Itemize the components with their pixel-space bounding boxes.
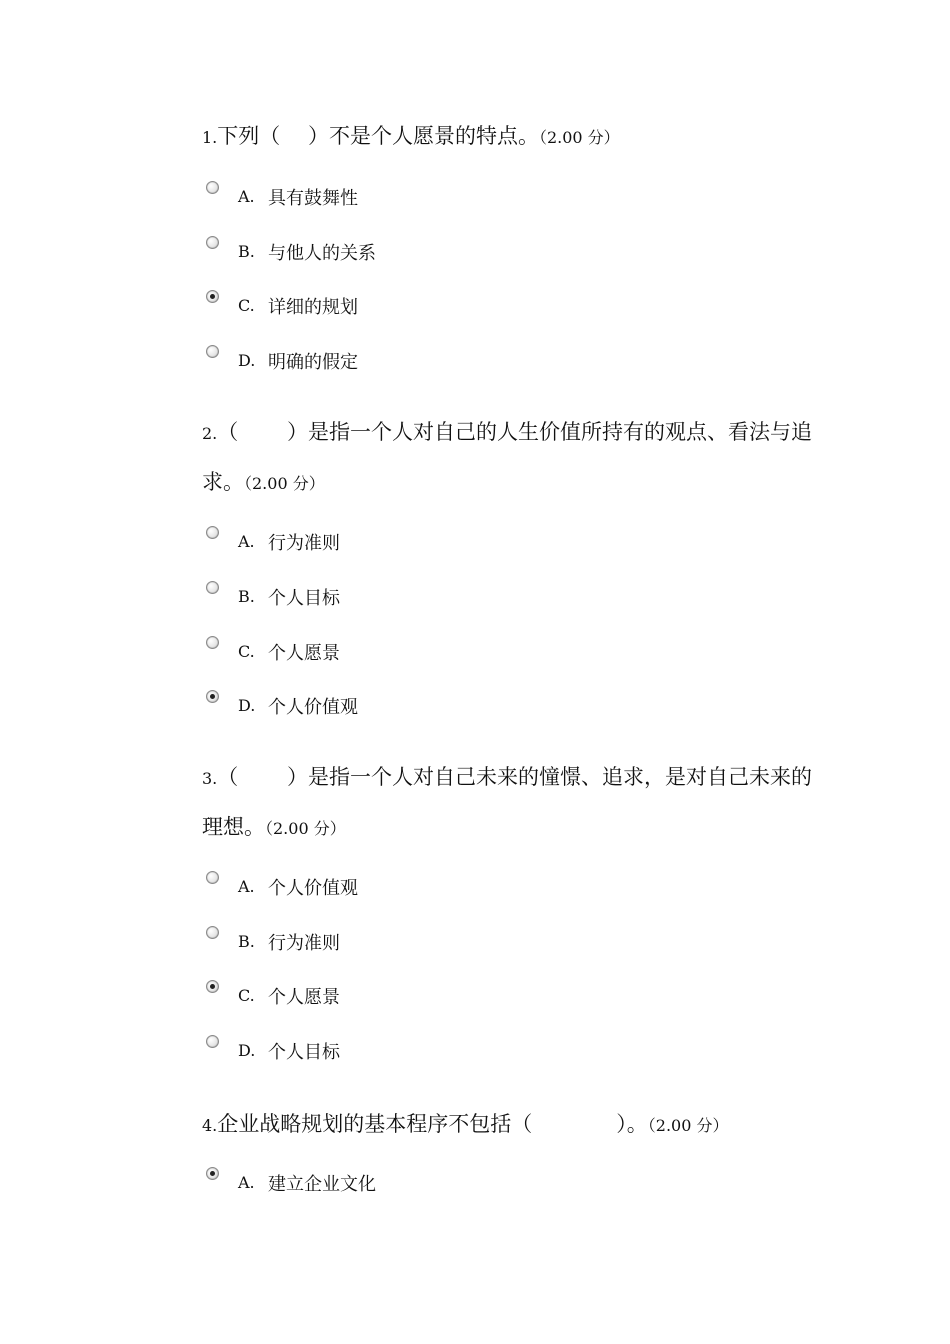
- question-1: [202, 112, 812, 162]
- option-q4-a[interactable]: [206, 1167, 606, 1197]
- option-text: 建立企业文化: [268, 1174, 376, 1195]
- radio-button-icon[interactable]: [206, 871, 219, 884]
- option-letter: C.: [238, 296, 255, 315]
- option-letter: A.: [238, 187, 255, 206]
- option-q2-d[interactable]: [206, 690, 606, 720]
- option-q3-c[interactable]: [206, 980, 606, 1010]
- option-text: 具有鼓舞性: [268, 188, 358, 209]
- question-number: 3.: [202, 769, 218, 788]
- option-q2-c[interactable]: [206, 636, 606, 666]
- question-text: 企业战略规划的基本程序不包括（ ）。: [217, 1112, 648, 1136]
- option-letter: D.: [238, 696, 256, 715]
- option-q3-b[interactable]: [206, 926, 606, 956]
- option-letter: B.: [238, 932, 255, 951]
- radio-button-checked-icon[interactable]: [206, 1167, 219, 1180]
- radio-button-icon[interactable]: [206, 236, 219, 249]
- radio-button-icon[interactable]: [206, 526, 219, 539]
- question-3: [202, 753, 812, 853]
- option-q1-d[interactable]: [206, 345, 606, 375]
- option-text: 与他人的关系: [268, 243, 376, 264]
- radio-button-checked-icon[interactable]: [206, 980, 219, 993]
- question-4: [202, 1100, 812, 1150]
- option-letter: C.: [238, 642, 255, 661]
- option-letter: C.: [238, 986, 255, 1005]
- option-text: 行为准则: [268, 933, 340, 954]
- radio-button-checked-icon[interactable]: [206, 690, 219, 703]
- option-q2-b[interactable]: [206, 581, 606, 611]
- question-text: （ ）是指一个人对自己未来的憧憬、追求，是对自己未来的理想。: [202, 765, 812, 839]
- option-text: 行为准则: [268, 533, 340, 554]
- question-score: （2.00 分）: [647, 1116, 729, 1135]
- option-text: 个人目标: [268, 588, 340, 609]
- option-q1-c[interactable]: [206, 290, 606, 320]
- option-text: 详细的规划: [268, 297, 358, 318]
- option-text: 明确的假定: [268, 352, 358, 373]
- option-text: 个人价值观: [268, 697, 358, 718]
- option-letter: D.: [238, 351, 256, 370]
- question-number: 1.: [202, 128, 218, 147]
- option-text: 个人价值观: [268, 878, 358, 899]
- question-score: （2.00 分）: [265, 819, 346, 838]
- question-score: （2.00 分）: [244, 474, 325, 493]
- option-q3-d[interactable]: [206, 1035, 606, 1065]
- option-q2-a[interactable]: [206, 526, 606, 556]
- question-text: （ ）是指一个人对自己的人生价值所持有的观点、看法与追求。: [202, 420, 812, 494]
- option-letter: D.: [238, 1041, 256, 1060]
- question-2: [202, 408, 812, 508]
- option-q1-b[interactable]: [206, 236, 606, 266]
- option-text: 个人愿景: [268, 987, 340, 1008]
- option-text: 个人愿景: [268, 643, 340, 664]
- question-number: 4.: [202, 1116, 218, 1135]
- question-text: 下列（ ）不是个人愿景的特点。: [217, 124, 539, 148]
- option-letter: A.: [238, 532, 255, 551]
- option-letter: B.: [238, 242, 255, 261]
- radio-button-icon[interactable]: [206, 345, 219, 358]
- radio-button-icon[interactable]: [206, 926, 219, 939]
- option-letter: A.: [238, 877, 255, 896]
- option-text: 个人目标: [268, 1042, 340, 1063]
- option-q3-a[interactable]: [206, 871, 606, 901]
- radio-button-checked-icon[interactable]: [206, 290, 219, 303]
- radio-button-icon[interactable]: [206, 581, 219, 594]
- question-number: 2.: [202, 424, 218, 443]
- option-q1-a[interactable]: [206, 181, 606, 211]
- radio-button-icon[interactable]: [206, 636, 219, 649]
- radio-button-icon[interactable]: [206, 1035, 219, 1048]
- option-letter: B.: [238, 587, 255, 606]
- question-score: （2.00 分）: [538, 128, 620, 147]
- option-letter: A.: [238, 1173, 255, 1192]
- radio-button-icon[interactable]: [206, 181, 219, 194]
